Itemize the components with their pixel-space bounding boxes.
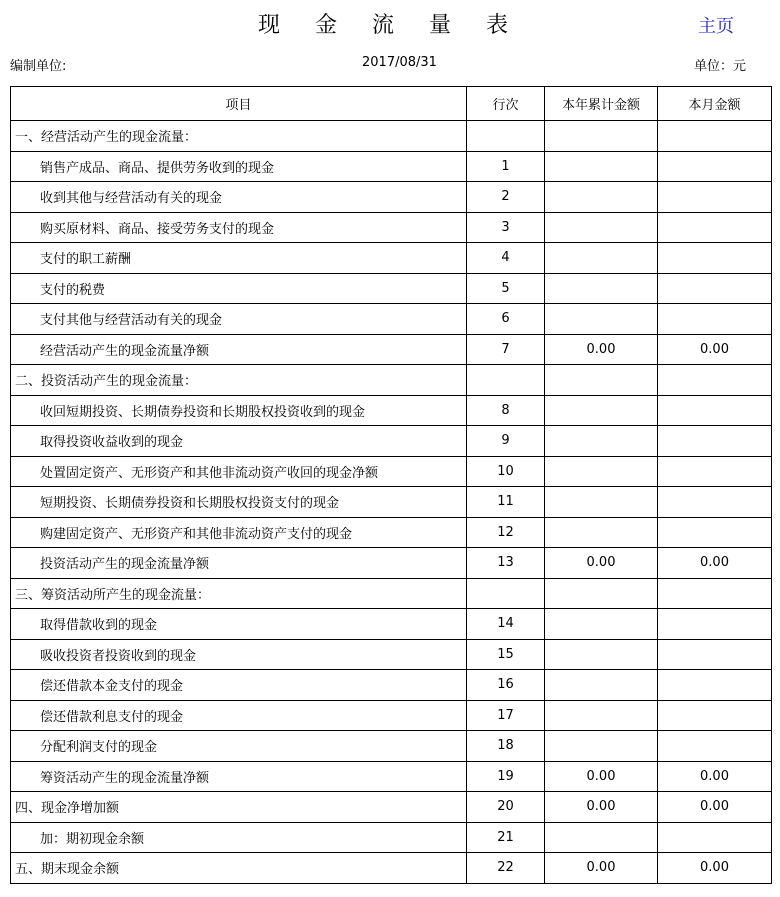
row-line-number: 4 (467, 243, 545, 274)
table-row (11, 365, 772, 396)
table-row (11, 456, 772, 487)
row-line-number: 15 (467, 639, 545, 670)
row-item: 收回短期投资、长期债券投资和长期股权投资收到的现金 (11, 395, 467, 426)
row-line-number: 17 (467, 700, 545, 731)
row-item: 加：期初现金余额 (11, 822, 467, 853)
row-month-amount (658, 731, 772, 762)
row-month-amount: 0.00 (658, 334, 772, 365)
row-ytd-amount (545, 212, 658, 243)
table-row (11, 273, 772, 304)
column-header-line: 行次 (467, 87, 545, 121)
table-row (11, 670, 772, 701)
row-month-amount (658, 609, 772, 640)
table-row (11, 578, 772, 609)
row-month-amount (658, 456, 772, 487)
row-ytd-amount: 0.00 (545, 334, 658, 365)
row-month-amount (658, 243, 772, 274)
table-row (11, 700, 772, 731)
table-row (11, 853, 772, 884)
row-item: 购建固定资产、无形资产和其他非流动资产支付的现金 (11, 517, 467, 548)
row-month-amount (658, 578, 772, 609)
row-month-amount (658, 670, 772, 701)
column-header-month: 本月金额 (658, 87, 772, 121)
row-item: 经营活动产生的现金流量净额 (11, 334, 467, 365)
row-ytd-amount (545, 639, 658, 670)
currency-unit: 单位：元 (693, 59, 746, 74)
row-month-amount (658, 182, 772, 213)
row-line-number: 20 (467, 792, 545, 823)
row-ytd-amount (545, 456, 658, 487)
row-item: 短期投资、长期债券投资和长期股权投资支付的现金 (11, 487, 467, 518)
row-item: 销售产成品、商品、提供劳务收到的现金 (11, 151, 467, 182)
report-meta (10, 55, 746, 73)
row-item: 取得投资收益收到的现金 (11, 426, 467, 457)
table-row (11, 792, 772, 823)
row-line-number: 3 (467, 212, 545, 243)
row-line-number: 1 (467, 151, 545, 182)
row-line-number (467, 121, 545, 152)
row-line-number (467, 578, 545, 609)
table-row (11, 243, 772, 274)
row-month-amount: 0.00 (658, 761, 772, 792)
row-ytd-amount (545, 304, 658, 335)
row-line-number (467, 365, 545, 396)
row-ytd-amount (545, 151, 658, 182)
row-item: 偿还借款本金支付的现金 (11, 670, 467, 701)
table-row (11, 121, 772, 152)
row-item: 五、期末现金余额 (11, 853, 467, 884)
row-item: 三、筹资活动所产生的现金流量： (11, 578, 467, 609)
row-line-number: 18 (467, 731, 545, 762)
row-item: 取得借款收到的现金 (11, 609, 467, 640)
row-line-number: 14 (467, 609, 545, 640)
row-month-amount: 0.00 (658, 853, 772, 884)
table-row (11, 731, 772, 762)
row-item: 四、现金净增加额 (11, 792, 467, 823)
row-item: 筹资活动产生的现金流量净额 (11, 761, 467, 792)
row-month-amount (658, 395, 772, 426)
row-item: 投资活动产生的现金流量净额 (11, 548, 467, 579)
row-ytd-amount (545, 365, 658, 396)
row-item: 支付的职工薪酬 (11, 243, 467, 274)
row-month-amount (658, 151, 772, 182)
column-header-item: 项目 (11, 87, 467, 121)
row-ytd-amount (545, 121, 658, 152)
row-ytd-amount: 0.00 (545, 792, 658, 823)
row-item: 偿还借款利息支付的现金 (11, 700, 467, 731)
table-row (11, 548, 772, 579)
row-item: 购买原材料、商品、接受劳务支付的现金 (11, 212, 467, 243)
row-line-number: 11 (467, 487, 545, 518)
cash-flow-table (10, 86, 772, 884)
row-ytd-amount: 0.00 (545, 548, 658, 579)
row-line-number: 19 (467, 761, 545, 792)
row-ytd-amount (545, 243, 658, 274)
row-line-number: 16 (467, 670, 545, 701)
row-line-number: 13 (467, 548, 545, 579)
row-line-number: 6 (467, 304, 545, 335)
row-month-amount: 0.00 (658, 548, 772, 579)
row-line-number: 8 (467, 395, 545, 426)
table-row (11, 151, 772, 182)
row-line-number: 7 (467, 334, 545, 365)
table-row (11, 487, 772, 518)
row-month-amount: 0.00 (658, 792, 772, 823)
page-title: 现 金 流 量 表 (258, 13, 522, 38)
table-row (11, 639, 772, 670)
row-ytd-amount: 0.00 (545, 853, 658, 884)
row-ytd-amount (545, 578, 658, 609)
row-ytd-amount: 0.00 (545, 761, 658, 792)
table-row (11, 212, 772, 243)
row-ytd-amount (545, 426, 658, 457)
row-line-number: 22 (467, 853, 545, 884)
row-month-amount (658, 121, 772, 152)
row-item: 支付其他与经营活动有关的现金 (11, 304, 467, 335)
table-row (11, 609, 772, 640)
report-date: 2017/08/31 (362, 55, 437, 70)
table-header-row (11, 87, 772, 121)
row-ytd-amount (545, 700, 658, 731)
row-ytd-amount (545, 182, 658, 213)
table-row (11, 182, 772, 213)
table-row (11, 334, 772, 365)
row-month-amount (658, 487, 772, 518)
home-link[interactable]: 主页 (698, 16, 734, 37)
row-month-amount (658, 700, 772, 731)
table-row (11, 304, 772, 335)
row-month-amount (658, 517, 772, 548)
row-line-number: 12 (467, 517, 545, 548)
row-month-amount (658, 639, 772, 670)
table-row (11, 426, 772, 457)
table-row (11, 822, 772, 853)
row-ytd-amount (545, 517, 658, 548)
row-ytd-amount (545, 731, 658, 762)
row-item: 支付的税费 (11, 273, 467, 304)
row-month-amount (658, 426, 772, 457)
row-item: 处置固定资产、无形资产和其他非流动资产收回的现金净额 (11, 456, 467, 487)
table-row (11, 517, 772, 548)
row-month-amount (658, 212, 772, 243)
row-ytd-amount (545, 822, 658, 853)
row-line-number: 10 (467, 456, 545, 487)
row-ytd-amount (545, 670, 658, 701)
table-row (11, 761, 772, 792)
row-item: 吸收投资者投资收到的现金 (11, 639, 467, 670)
row-month-amount (658, 273, 772, 304)
row-line-number: 5 (467, 273, 545, 304)
row-month-amount (658, 304, 772, 335)
row-line-number: 21 (467, 822, 545, 853)
row-item: 一、经营活动产生的现金流量： (11, 121, 467, 152)
row-line-number: 9 (467, 426, 545, 457)
table-row (11, 395, 772, 426)
row-month-amount (658, 365, 772, 396)
row-ytd-amount (545, 273, 658, 304)
preparing-unit-label: 编制单位: (10, 59, 67, 74)
column-header-ytd: 本年累计金额 (545, 87, 658, 121)
row-ytd-amount (545, 487, 658, 518)
row-item: 分配利润支付的现金 (11, 731, 467, 762)
row-item: 收到其他与经营活动有关的现金 (11, 182, 467, 213)
row-month-amount (658, 822, 772, 853)
row-item: 二、投资活动产生的现金流量： (11, 365, 467, 396)
row-ytd-amount (545, 609, 658, 640)
row-line-number: 2 (467, 182, 545, 213)
row-ytd-amount (545, 395, 658, 426)
